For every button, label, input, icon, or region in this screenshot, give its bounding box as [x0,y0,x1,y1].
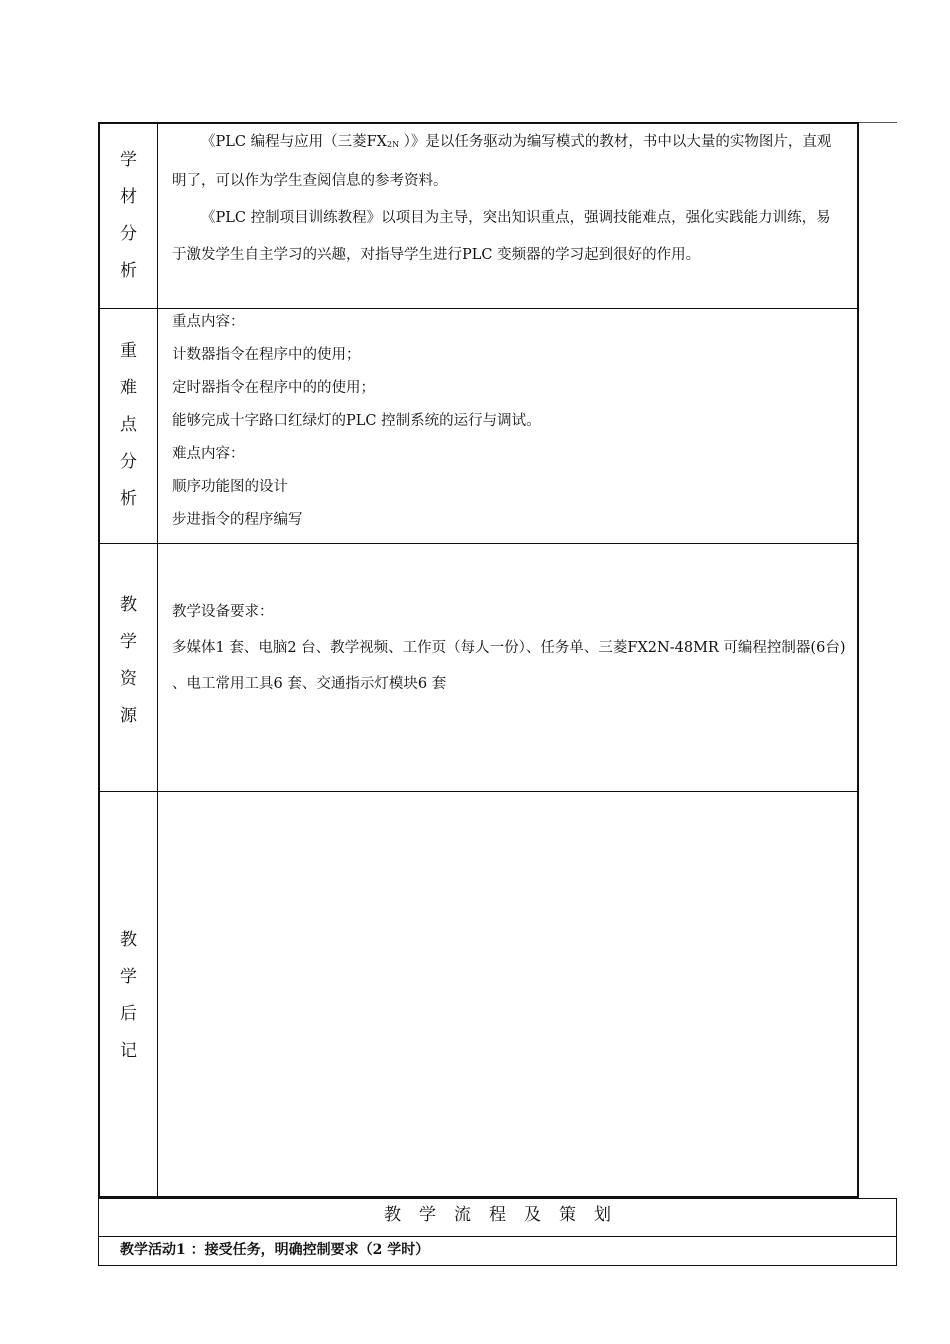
model-subscript: 2N [386,140,400,149]
label-char: 难 [120,378,137,398]
label-char: 学 [120,150,137,170]
label-char: 资 [120,669,137,689]
label-char: 析 [120,261,137,281]
label-char: 分 [120,452,137,472]
label-char: 分 [120,224,137,244]
label-column-divider [157,122,158,1198]
flow-row-divider [98,1236,897,1237]
key-point-item: 计数器指令在程序中的使用； [172,347,361,363]
label-char: 学 [120,966,137,987]
teaching-flow-title: 教学流程及策划 [384,1205,629,1225]
difficult-points-heading: 难点内容： [172,446,245,462]
equipment-list: 多媒体1 套、电脑2 台、教学视频、工作页（每人一份）、任务单、三菱FX2N-48MR 可编程控制器(6台) 、电工常用工具6 套、交通指示灯模块6 套 [172,640,846,692]
material-analysis-label [100,124,157,308]
teaching-notes-content [172,793,852,1198]
row-divider-2 [98,543,859,544]
key-difficult-points-label [100,308,157,543]
textbook-title-1: 《PLC 编程与应用（三菱FX [201,134,387,150]
label-char: 源 [120,706,137,726]
teaching-resources-content [172,594,852,702]
equipment-requirements-heading: 教学设备要求： [172,604,274,620]
material-paragraph-1 [172,124,837,200]
material-paragraph-1-text: ）》是以任务驱动为编写模式的教材，书中以大量的实物图片，直观明了，可以作为学生查阅信息的参考资料。 [172,134,832,189]
key-point-item: 能够完成十字路口红绿灯的PLC 控制系统的运行与调试。 [172,413,541,429]
teaching-activity-1: 教学活动1 ：接受任务，明确控制要求（2 学时） [120,1242,430,1258]
key-difficult-points-content [172,306,852,537]
material-paragraph-2: 《PLC 控制项目训练教程》以项目为主导，突出知识重点，强调技能难点，强化实践能力训练，易于激发学生自主学习的兴趣，对指导学生进行PLC 变频器的学习起到很好的作用。 [172,210,831,263]
key-point-item: 定时器指令在程序中的的使用； [172,380,375,396]
label-char: 材 [120,187,137,207]
table-edge-line [859,122,897,123]
material-analysis-content [172,124,837,274]
teaching-resources-label [100,545,157,791]
label-char: 析 [120,489,137,509]
label-char: 学 [120,632,137,652]
difficult-point-item: 步进指令的程序编写 [172,512,303,528]
label-char: 后 [120,1003,137,1024]
label-char: 记 [120,1040,137,1061]
label-char: 教 [120,929,137,950]
row-divider-3 [98,791,859,792]
label-char: 点 [120,415,137,435]
key-points-heading: 重点内容： [172,314,245,330]
label-char: 教 [120,595,137,615]
teaching-notes-label [100,793,157,1198]
label-char: 重 [120,341,137,361]
difficult-point-item: 顺序功能图的设计 [172,479,288,495]
